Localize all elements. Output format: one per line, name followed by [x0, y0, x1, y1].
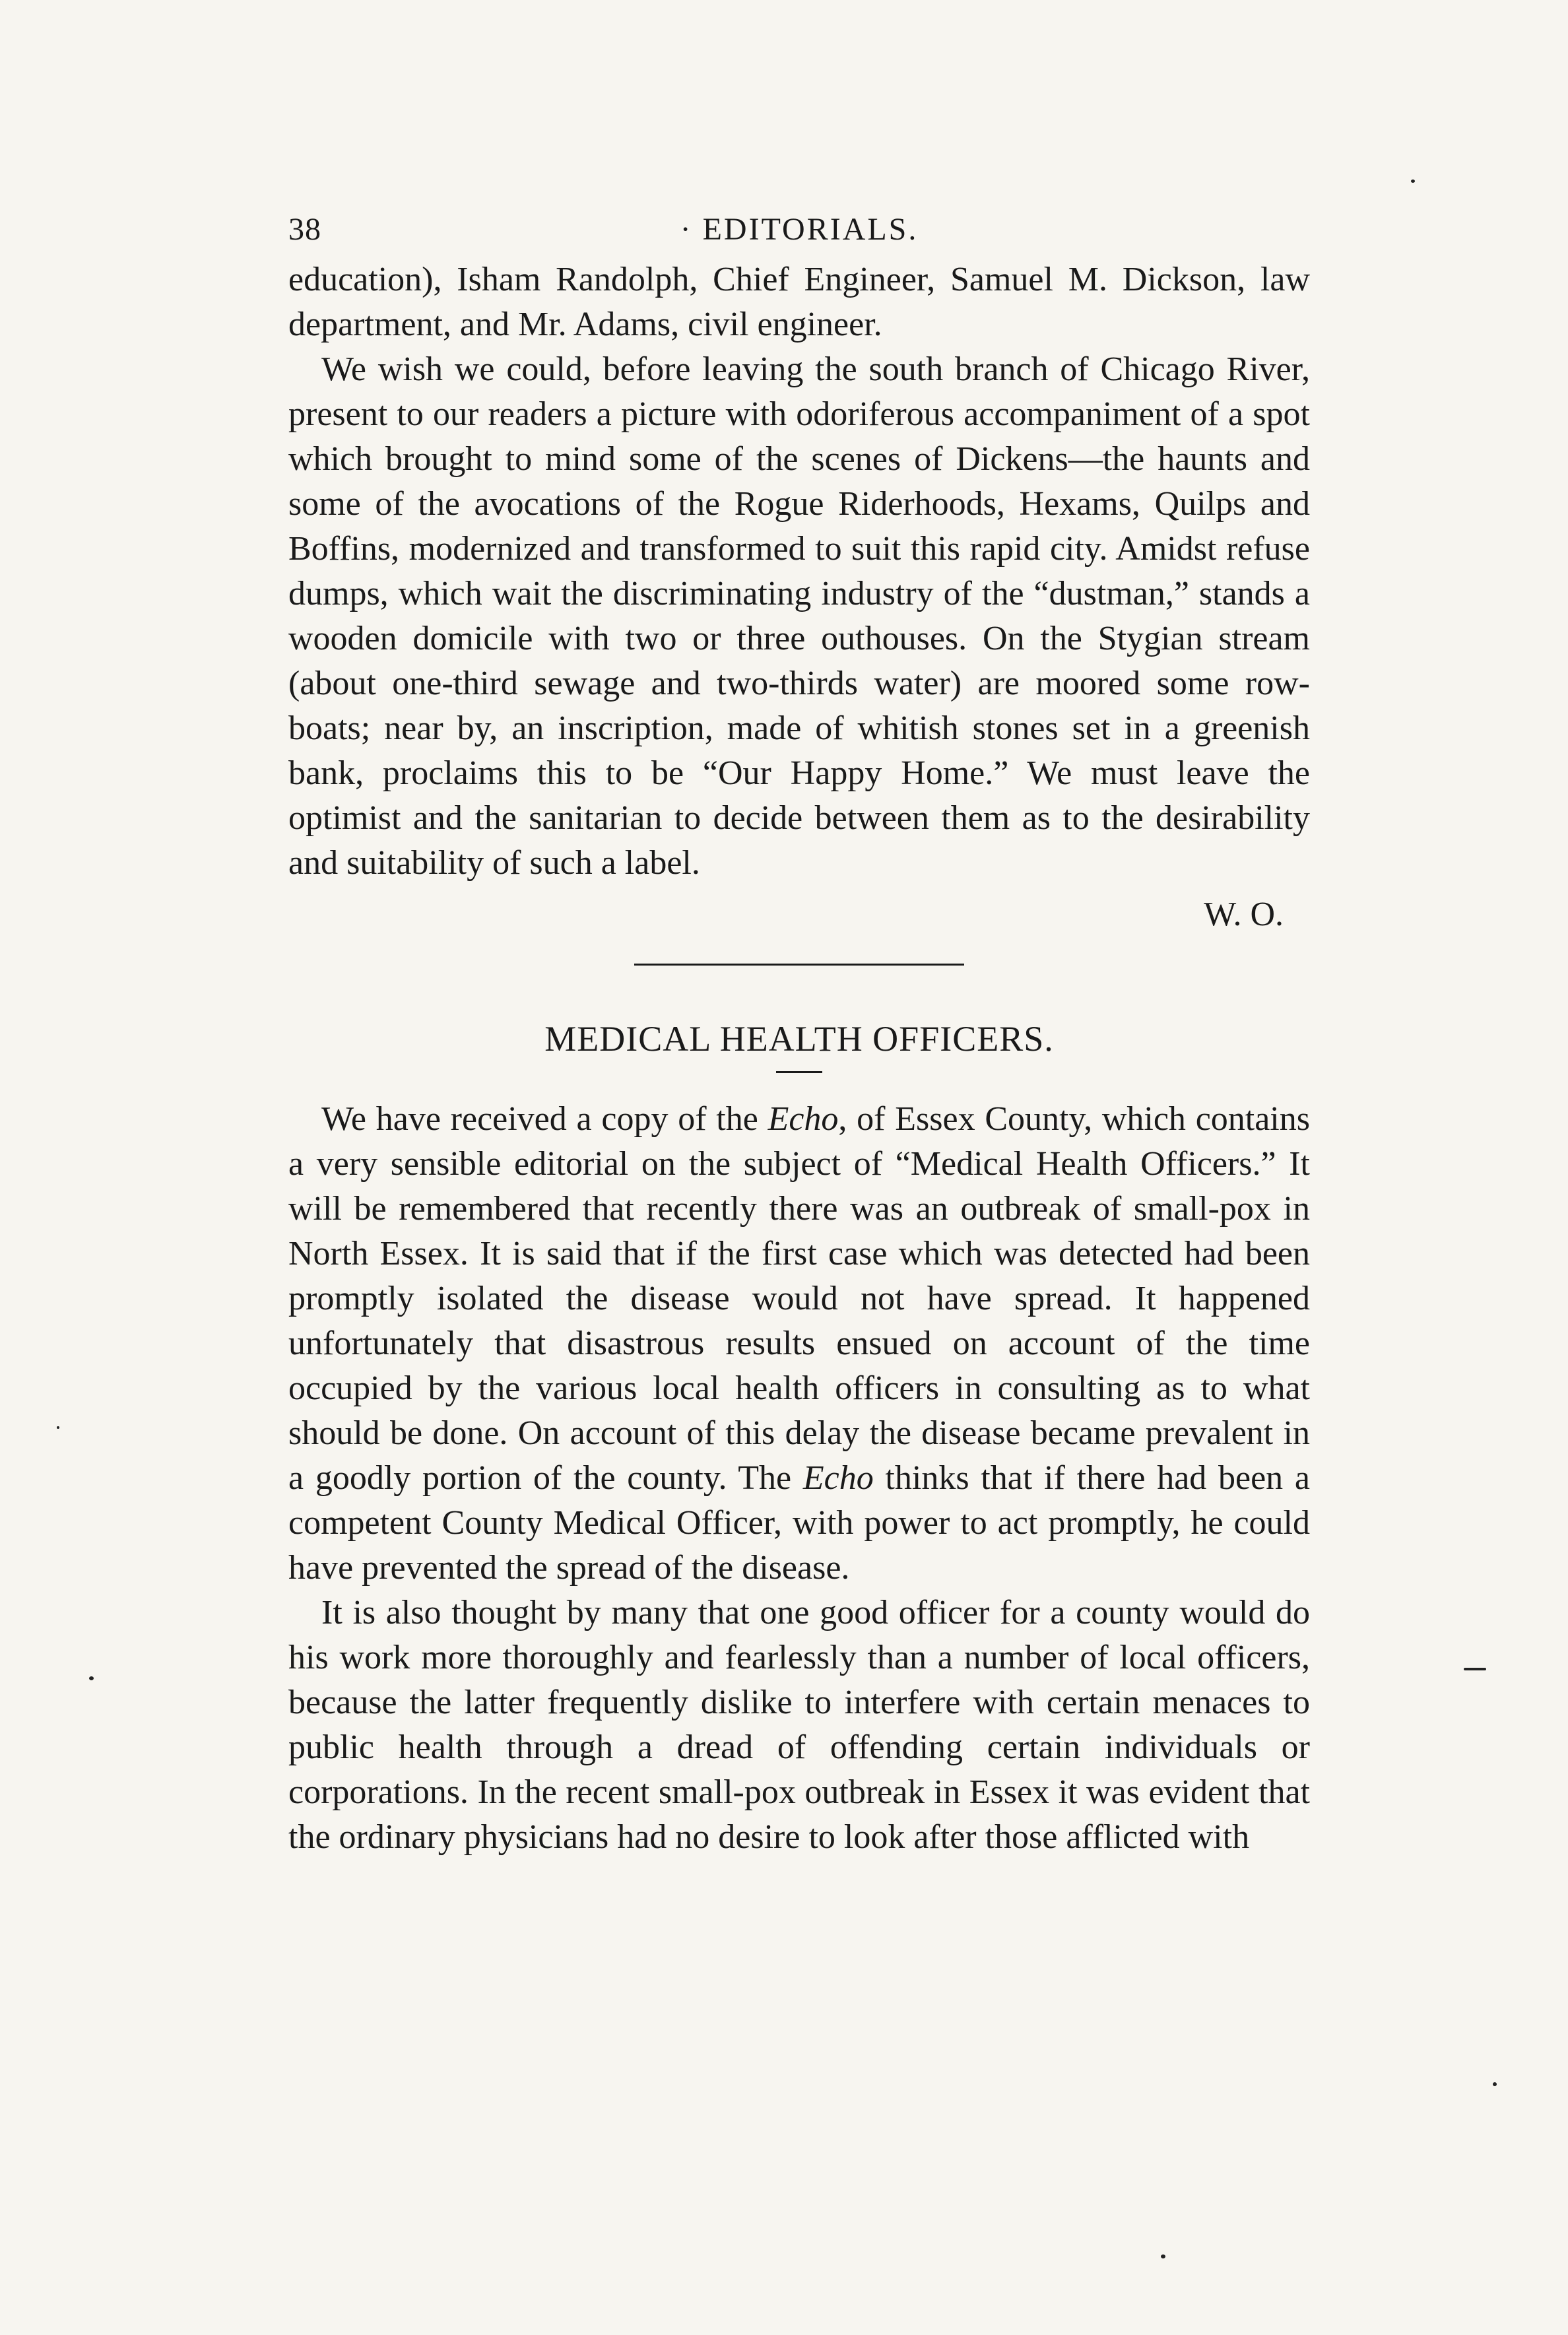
publication-title: Echo [768, 1100, 839, 1138]
running-head [288, 211, 1310, 257]
author-signature: W. O. [1204, 896, 1284, 933]
running-title: · EDITORIALS. [680, 212, 919, 247]
publication-title: Echo [802, 1459, 874, 1497]
body-paragraph: We wish we could, before leaving the south branch of Chicago River, present to our readers a picture with odoriferous accompaniment of a spot which brought to mind some of the scenes of Dickens—the haunts and some of the avocations of the Rogue Riderhoods, Hexams, Quilps and Boffins, modernized and transformed to suit this rapid city. Amidst refuse dumps, which wait the discriminating industry of the “dustman,” stands a wooden domicile with two or three outhouses. On the Stygian stream (about one-third sewage and two-thirds water) are moored some row-boats; near by, an inscription, made of whitish stones set in a greenish bank, proclaims this to be “Our Happy Home.” We must leave the optimist and the sanitarian to decide between them as to the desirability and suitability of such a label. [288, 350, 1310, 882]
heading-underline [776, 1071, 822, 1073]
scan-speck [1161, 2254, 1165, 2258]
scan-speck [1464, 1668, 1486, 1670]
scan-speck [89, 1676, 94, 1680]
scan-speck [1411, 180, 1415, 183]
page-number: 38 [288, 212, 321, 247]
text-column [288, 211, 1310, 1860]
body-paragraph: We have received a copy of the Echo, of Essex County, which contains a very sensible editorial on the subject of “Medical Health Officers.” It will be remembered that recently there was an outbreak of small-pox in North Essex. It is said that if the first case which was detected had been promptly isolated the disease would not have spread. It happened unfortunately that disastrous results ensued on account of the time occupied by the various local health officers in consulting as to what should be done. On account of this delay the disease became prevalent in a goodly portion of the county. The Echo thinks that if there had been a competent County Medical Officer, with power to act promptly, he could have prevented the spread of the disease. [288, 1100, 1310, 1587]
scan-speck [1493, 2082, 1497, 2086]
article-medical-health-officers [288, 1097, 1310, 1860]
section-divider [634, 964, 964, 966]
continued-paragraph: education), Isham Randolph, Chief Engineer, Samuel M. Dickson, law department, and Mr. Adams, civil engineer. [288, 261, 1310, 343]
section-heading: MEDICAL HEALTH OFFICERS. [544, 1019, 1054, 1059]
article-editorial-continuation [288, 257, 1310, 886]
body-paragraph: It is also thought by many that one good officer for a county would do his work more thoroughly and fearlessly than a number of local officers, because the latter frequently dislike to interfere with certain menaces to public health through a dread of offending certain individuals or corporations. In the recent small-pox outbreak in Essex it was evident that the ordinary physicians had no desire to look after those afflicted with [288, 1594, 1310, 1856]
scan-speck [57, 1426, 59, 1429]
